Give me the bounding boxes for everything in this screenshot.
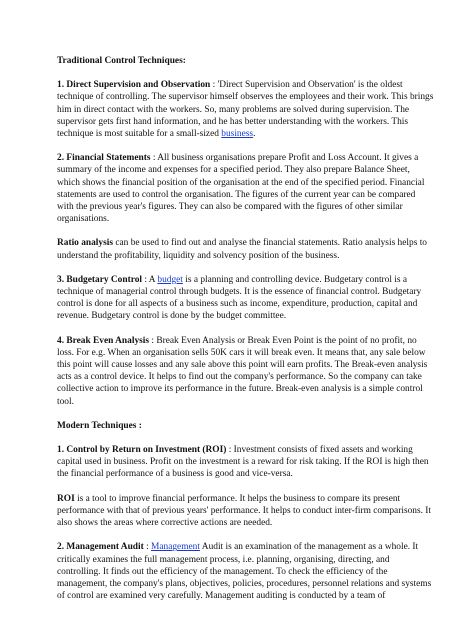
paragraph-budgetary-control (57, 274, 434, 323)
paragraph-direct-supervision (57, 79, 434, 140)
paragraph-text: is a planning and controlling device. Budgetary control is a technique of managerial control through budgets. It is the essence of financial control. Budgetary control is done for all aspects of a business such as income, expenditure, production, capital and revenue. Budgetary control is done by the budget committee. (57, 274, 422, 322)
paragraph-roi (57, 444, 434, 481)
paragraph-financial-statements (57, 152, 434, 225)
modern-techniques-title: Modern Techniques : (57, 420, 142, 431)
management-link[interactable]: Management (151, 542, 200, 553)
paragraph-text: 'Direct Supervision and Observation' is the oldest technique of controlling. The supervisor himself observes the employees and their work. This brings him in direct contact with the workers. So, many problems are solved during supervision. The supervisor gets first hand information, and he has better understanding with the workers. This technique is most suitable for a small-sized (57, 80, 434, 140)
section-heading: ROI (57, 493, 75, 504)
heading-separator: : (150, 153, 158, 164)
paragraph-pretext: A (148, 274, 158, 285)
paragraph-roi-tool (57, 493, 434, 530)
paragraph-text: Investment consists of fixed assets and working capital used in business. Profit on the investment is a reward for risk taking. If the ROI is high then the financial performance of a business is good and vice-versa. (57, 445, 429, 480)
paragraph-text: can be used to find out and analyse the financial statements. Ratio analysis helps to understand the profitability, liquidity and solvency position of the business. (57, 238, 427, 261)
section-heading: 4. Break Even Analysis (57, 335, 150, 346)
paragraph-end: . (253, 129, 256, 140)
heading-separator: : (143, 542, 152, 553)
section-heading: Ratio analysis (57, 238, 113, 249)
section-heading: 1. Control by Return on Investment (ROI) (57, 445, 227, 456)
section-heading: 2. Management Audit (57, 542, 144, 553)
page-title: Traditional Control Techniques: (57, 56, 186, 66)
section-heading: 2. Financial Statements (57, 153, 151, 164)
heading-separator: : (226, 445, 234, 456)
paragraph-management-audit (57, 541, 434, 602)
paragraph-text: Break Even Analysis or Break Even Point is the point of no profit, no loss. For e.g. When an organisation sells 50K cars it will break even. It means that, any sale below this point will cause losses and any sale above this point will earn profits. The Break-even analysis acts as a control device. It helps to find out the company's performance. So the company can take collective action to improve its performance in the future. Break-even analysis is a simple control tool. (57, 335, 428, 407)
paragraph-break-even (57, 335, 434, 408)
heading-separator: : (149, 335, 157, 346)
paragraph-text: All business organisations prepare Profit and Loss Account. It gives a summary of the income and expenses for a specified period. They also prepare Balance Sheet, which shows the financial position of the organisation at the end of the specified period. Financial statements are used to control the organisation. The figures of the current year can be compared with the previous year's figures. They can also be compared with the figures of other similar organisations. (57, 153, 425, 225)
paragraph-text: Audit is an examination of the management as a whole. It critically examines the full management process, i.e. planning, organising, directing, and controlling. It finds out the efficiency of the management. To check the efficiency of the management, the company's plans, objectives, policies, procedures, personnel relations and systems of control are examined very carefully. Management auditing is conducted by a team of (57, 542, 432, 602)
paragraph-ratio-analysis (57, 237, 434, 261)
section-heading: 3. Budgetary Control (57, 274, 142, 285)
heading-separator: : (141, 274, 149, 285)
business-link[interactable]: business (221, 129, 254, 140)
heading-separator: : (210, 80, 218, 91)
section-heading: 1. Direct Supervision and Observation (57, 80, 211, 91)
paragraph-text: is a tool to improve financial performance. It helps the business to compare its present performance with that of previous years' performance. It helps to conduct inter-firm comparisons. It also shows the areas where corrective actions are needed. (57, 493, 432, 529)
budget-link[interactable]: budget (157, 274, 183, 285)
